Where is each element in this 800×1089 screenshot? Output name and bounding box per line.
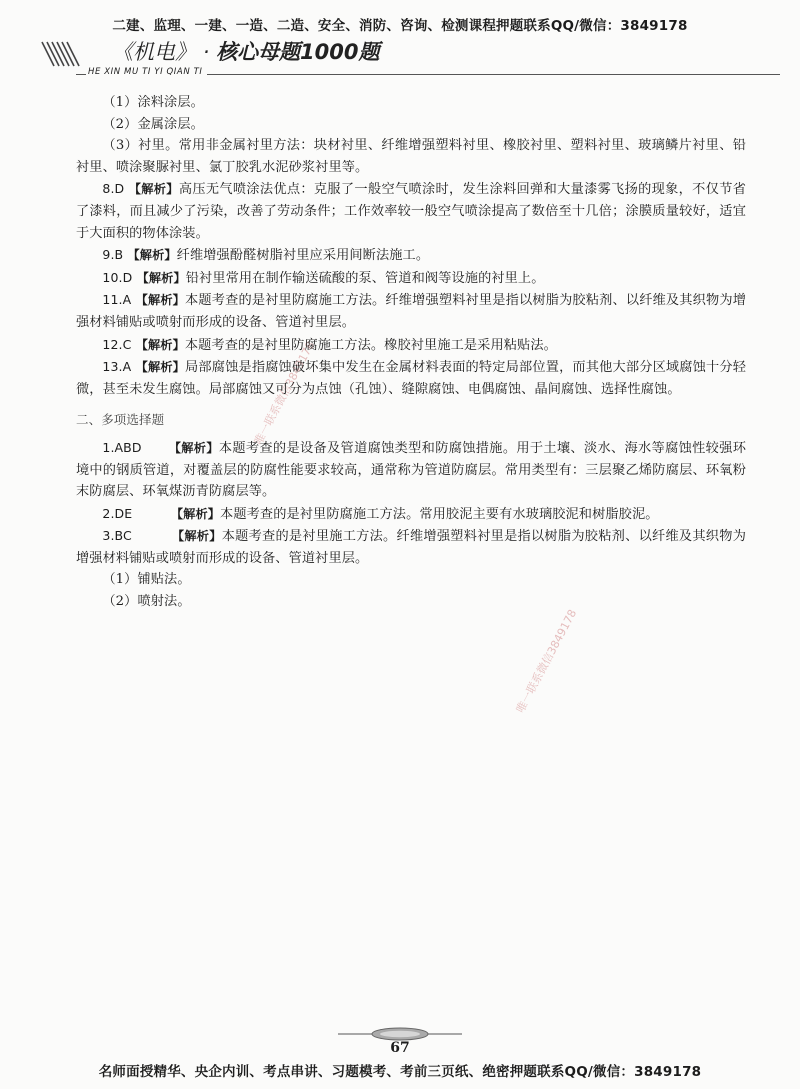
answer-item-12 [76, 334, 746, 357]
analysis-tag: 【解析】 [168, 440, 219, 455]
analysis-text: 本题考查的是衬里防腐施工方法。常用胶泥主要有水玻璃胶泥和树脂胶泥。 [220, 506, 659, 522]
analysis-tag: 【解析】 [135, 360, 186, 375]
analysis-tag: 【解析】 [135, 337, 185, 352]
text-line: （3）衬里。常用非金属衬里方法：块材衬里、纤维增强塑料衬里、橡胶衬里、塑料衬里、玻璃鳞片衬里、铅衬里、喷涂聚脲衬里、氯丁胶乳水泥砂浆衬里等。 [76, 138, 746, 175]
analysis-text: 铅衬里常用在制作输送硫酸的泵、管道和阀等设施的衬里上。 [185, 270, 545, 286]
answer-key: 8.D [102, 181, 125, 197]
book-title-pinyin: HE XIN MU TI YI QIAN TI [86, 67, 207, 77]
answer-key: 9.B [102, 247, 124, 263]
answer-item-m3 [76, 525, 746, 569]
analysis-tag: 【解析】 [170, 506, 221, 521]
analysis-tag: 【解析】 [127, 248, 177, 263]
watermark: 唯一联系微信3849178 [251, 339, 318, 448]
text-line: （1）涂料涂层。 [102, 95, 204, 110]
page-number: 67 [390, 1040, 410, 1056]
analysis-text: 本题考查的是设备及管道腐蚀类型和防腐蚀措施。用于土壤、淡水、海水等腐蚀性较强环境中的钢质管道，对覆盖层的防腐性能要求较高，通常称为管道防腐层。常用类型有：三层聚乙烯防腐层、环氧粉末防腐层、环氧煤沥青防腐层等。 [76, 440, 746, 500]
top-contact-banner: 二建、监理、一建、一造、二造、安全、消防、咨询、检测课程押题联系QQ/微信：3849178 [112, 18, 688, 34]
text-line: （2）金属涂层。 [102, 116, 204, 132]
analysis-text: 高压无气喷涂法优点：克服了一般空气喷涂时，发生涂料回弹和大量漆雾飞扬的现象，不仅节省了漆料，而且减少了污染，改善了劳动条件；工作效率较一般空气喷涂提高了数倍至十几倍；涂膜质量较好，适宜于大面积的物体涂装。 [76, 182, 746, 241]
analysis-text: 本题考查的是衬里防腐施工方法。纤维增强塑料衬里是指以树脂为胶粘剂、以纤维及其织物为增强材料铺贴或喷射而形成的设备、管道衬里层。 [76, 293, 747, 330]
answer-key: 10.D [102, 269, 133, 285]
answer-item-m1 [76, 437, 746, 503]
bottom-contact-banner: 名师面授精华、央企内训、考点串讲、习题模考、考前三页纸、绝密押题联系QQ/微信：3849178 [98, 1064, 702, 1080]
answer-key: 13.A [102, 359, 132, 375]
book-title-dot: · [202, 40, 210, 64]
answer-item-9 [76, 244, 746, 267]
analysis-text: 纤维增强酚醛树脂衬里应采用间断法施工。 [176, 248, 430, 264]
answer-item-10 [76, 267, 746, 290]
answer-item-11 [76, 289, 746, 333]
answer-item-13 [76, 356, 746, 400]
section-heading: 二、多项选择题 [76, 412, 165, 428]
book-title [112, 36, 380, 66]
answer-key: 12.C [102, 336, 132, 352]
answer-item-8 [76, 178, 746, 244]
book-header [40, 34, 780, 80]
analysis-tag: 【解析】 [128, 182, 179, 197]
answer-key: 1.ABD [102, 439, 142, 455]
analysis-text: 本题考查的是衬里防腐施工方法。橡胶衬里施工是采用粘贴法。 [184, 337, 557, 353]
answer-content [76, 92, 746, 613]
book-title-subject: 《机电》 [112, 40, 196, 64]
answer-key: 2.DE [102, 505, 133, 521]
text-line: （2）喷射法。 [102, 594, 191, 610]
answer-key: 11.A [102, 292, 132, 308]
analysis-text: 局部腐蚀是指腐蚀破坏集中发生在金属材料表面的特定局部位置，而其他大部分区域腐蚀十分轻微，甚至未发生腐蚀。局部腐蚀又可分为点蚀（孔蚀）、缝隙腐蚀、电偶腐蚀、晶间腐蚀、选择性腐蚀。 [76, 360, 747, 397]
analysis-tag: 【解析】 [171, 529, 222, 544]
book-title-name: 核心母题1000题 [216, 40, 380, 64]
answer-item-m2 [76, 503, 746, 526]
analysis-text: 本题考查的是衬里施工方法。纤维增强塑料衬里是指以树脂为胶粘剂、以纤维及其织物为增强材料铺贴或喷射而形成的设备、管道衬里层。 [76, 529, 746, 566]
analysis-tag: 【解析】 [135, 293, 186, 308]
answer-key: 3.BC [102, 528, 132, 544]
analysis-tag: 【解析】 [136, 270, 186, 285]
watermark: 唯一联系微信3849178 [513, 607, 580, 716]
text-line: （1）铺贴法。 [102, 572, 191, 588]
